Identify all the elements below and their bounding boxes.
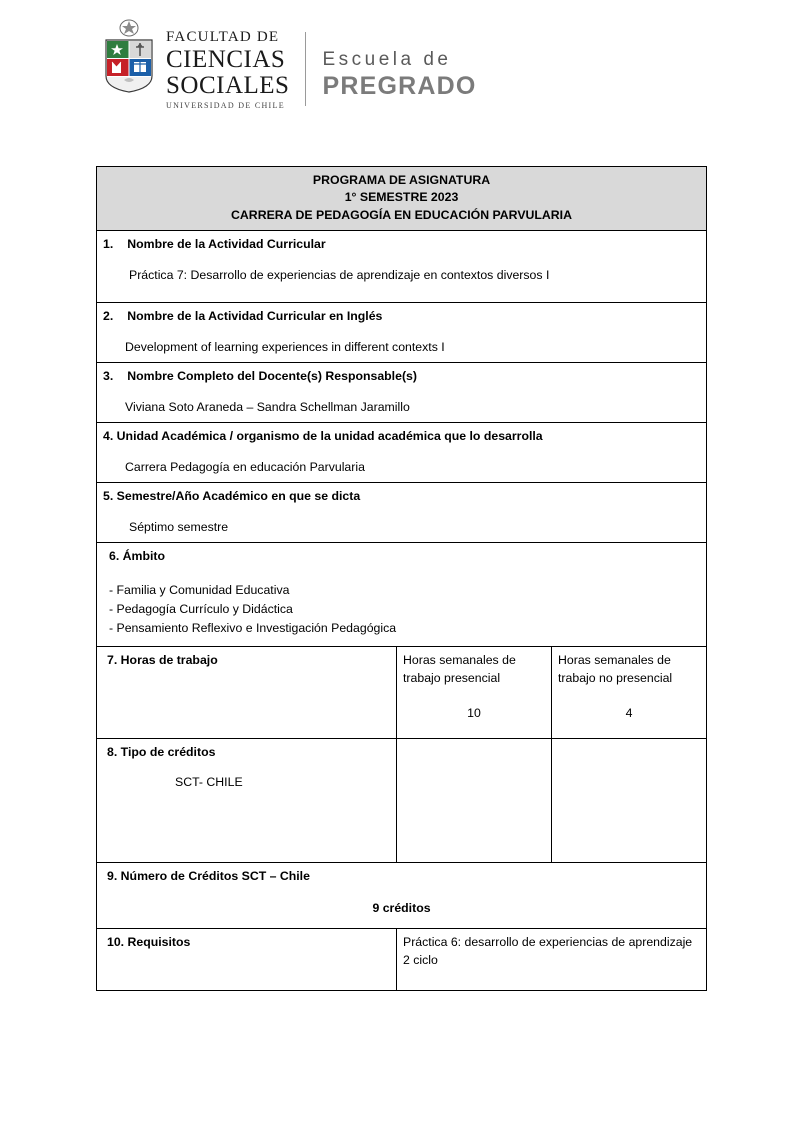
document-title-cell bbox=[97, 167, 707, 231]
crest-top-ornament-icon bbox=[118, 18, 140, 38]
row-3-index: 3. bbox=[103, 369, 114, 384]
row-7-presential-cell bbox=[397, 647, 552, 739]
row-2-label: Nombre de la Actividad Curricular en Inglés bbox=[127, 309, 383, 324]
row-academic-unit bbox=[97, 423, 707, 483]
faculty-line-1: FACULTAD DE bbox=[166, 29, 280, 45]
row-ambito bbox=[97, 543, 707, 647]
row-credit-type-label bbox=[97, 739, 397, 863]
row-8-value: SCT- CHILE bbox=[175, 774, 243, 789]
row-8-label: 8. Tipo de créditos bbox=[107, 745, 216, 760]
school-line-1: Escuela de bbox=[322, 49, 452, 70]
row-requirements-label bbox=[97, 929, 397, 991]
row-7-col3-value: 4 bbox=[625, 705, 633, 720]
logo-divider bbox=[305, 32, 306, 106]
table-row bbox=[97, 423, 707, 483]
table-row bbox=[97, 363, 707, 423]
row-5-value: Séptimo semestre bbox=[129, 519, 229, 534]
row-10-value: Práctica 6: desarrollo de experiencias de aprendizaje 2 ciclo bbox=[403, 935, 693, 967]
row-8-empty-cell-1 bbox=[397, 739, 552, 863]
row-9-label: 9. Número de Créditos SCT – Chile bbox=[107, 869, 310, 884]
row-4-label: 4. Unidad Académica / organismo de la unidad académica que lo desarrolla bbox=[103, 429, 543, 444]
table-row bbox=[97, 647, 707, 739]
table-row bbox=[97, 739, 707, 863]
row-2-index: 2. bbox=[103, 309, 114, 324]
faculty-line-4: UNIVERSIDAD DE CHILE bbox=[166, 101, 285, 110]
faculty-line-2: CIENCIAS bbox=[166, 46, 286, 73]
row-3-value: Viviana Soto Araneda – Sandra Schellman Jaramillo bbox=[125, 399, 410, 414]
row-4-value: Carrera Pedagogía en educación Parvularia bbox=[125, 459, 365, 474]
row-7-label: 7. Horas de trabajo bbox=[107, 653, 218, 668]
ambito-item: - Pensamiento Reflexivo e Investigación Pedagógica bbox=[109, 621, 397, 636]
faculty-name-block bbox=[166, 18, 289, 110]
row-6-label: 6. Ámbito bbox=[109, 549, 166, 564]
document-title-line-2: 1° SEMESTRE 2023 bbox=[344, 190, 459, 205]
faculty-line-3: SOCIALES bbox=[166, 72, 290, 99]
row-credits-number bbox=[97, 863, 707, 929]
table-row bbox=[97, 231, 707, 303]
table-row bbox=[97, 863, 707, 929]
row-9-value: 9 créditos bbox=[372, 900, 431, 915]
row-7-col2-value: 10 bbox=[467, 705, 481, 720]
row-teachers bbox=[97, 363, 707, 423]
document-title-line-1: PROGRAMA DE ASIGNATURA bbox=[312, 173, 491, 187]
row-8-empty-cell-2 bbox=[552, 739, 707, 863]
row-10-value-cell bbox=[397, 929, 707, 991]
row-6-items bbox=[103, 582, 700, 638]
row-5-label: 5. Semestre/Año Académico en que se dicta bbox=[103, 489, 361, 504]
row-semester bbox=[97, 483, 707, 543]
row-7-non-presential-cell bbox=[552, 647, 707, 739]
school-line-2: PREGRADO bbox=[322, 71, 477, 100]
document-header bbox=[0, 0, 800, 110]
row-1-value: Práctica 7: Desarrollo de experiencias de aprendizaje en contextos diversos I bbox=[129, 267, 550, 282]
row-1-label: Nombre de la Actividad Curricular bbox=[127, 237, 326, 252]
table-row-title bbox=[97, 167, 707, 231]
ambito-item: - Familia y Comunidad Educativa bbox=[109, 582, 290, 597]
table-row bbox=[97, 303, 707, 363]
program-table bbox=[96, 166, 707, 991]
table-row bbox=[97, 543, 707, 647]
university-crest bbox=[100, 18, 158, 94]
row-activity-name-english bbox=[97, 303, 707, 363]
row-10-label: 10. Requisitos bbox=[107, 935, 191, 950]
row-activity-name bbox=[97, 231, 707, 303]
school-name-block bbox=[322, 18, 476, 99]
row-1-index: 1. bbox=[103, 237, 114, 252]
row-3-label: Nombre Completo del Docente(s) Responsable(s) bbox=[127, 369, 417, 384]
row-7-col2-header: Horas semanales de trabajo presencial bbox=[403, 653, 516, 685]
row-2-value: Development of learning experiences in different contexts I bbox=[125, 339, 445, 354]
row-work-hours-label bbox=[97, 647, 397, 739]
table-row bbox=[97, 929, 707, 991]
row-7-col3-header: Horas semanales de trabajo no presencial bbox=[558, 653, 673, 685]
table-row bbox=[97, 483, 707, 543]
document-title-line-3: CARRERA DE PEDAGOGÍA EN EDUCACIÓN PARVULARIA bbox=[231, 207, 572, 222]
ambito-item: - Pedagogía Currículo y Didáctica bbox=[109, 601, 293, 616]
crest-shield-icon bbox=[104, 38, 154, 94]
